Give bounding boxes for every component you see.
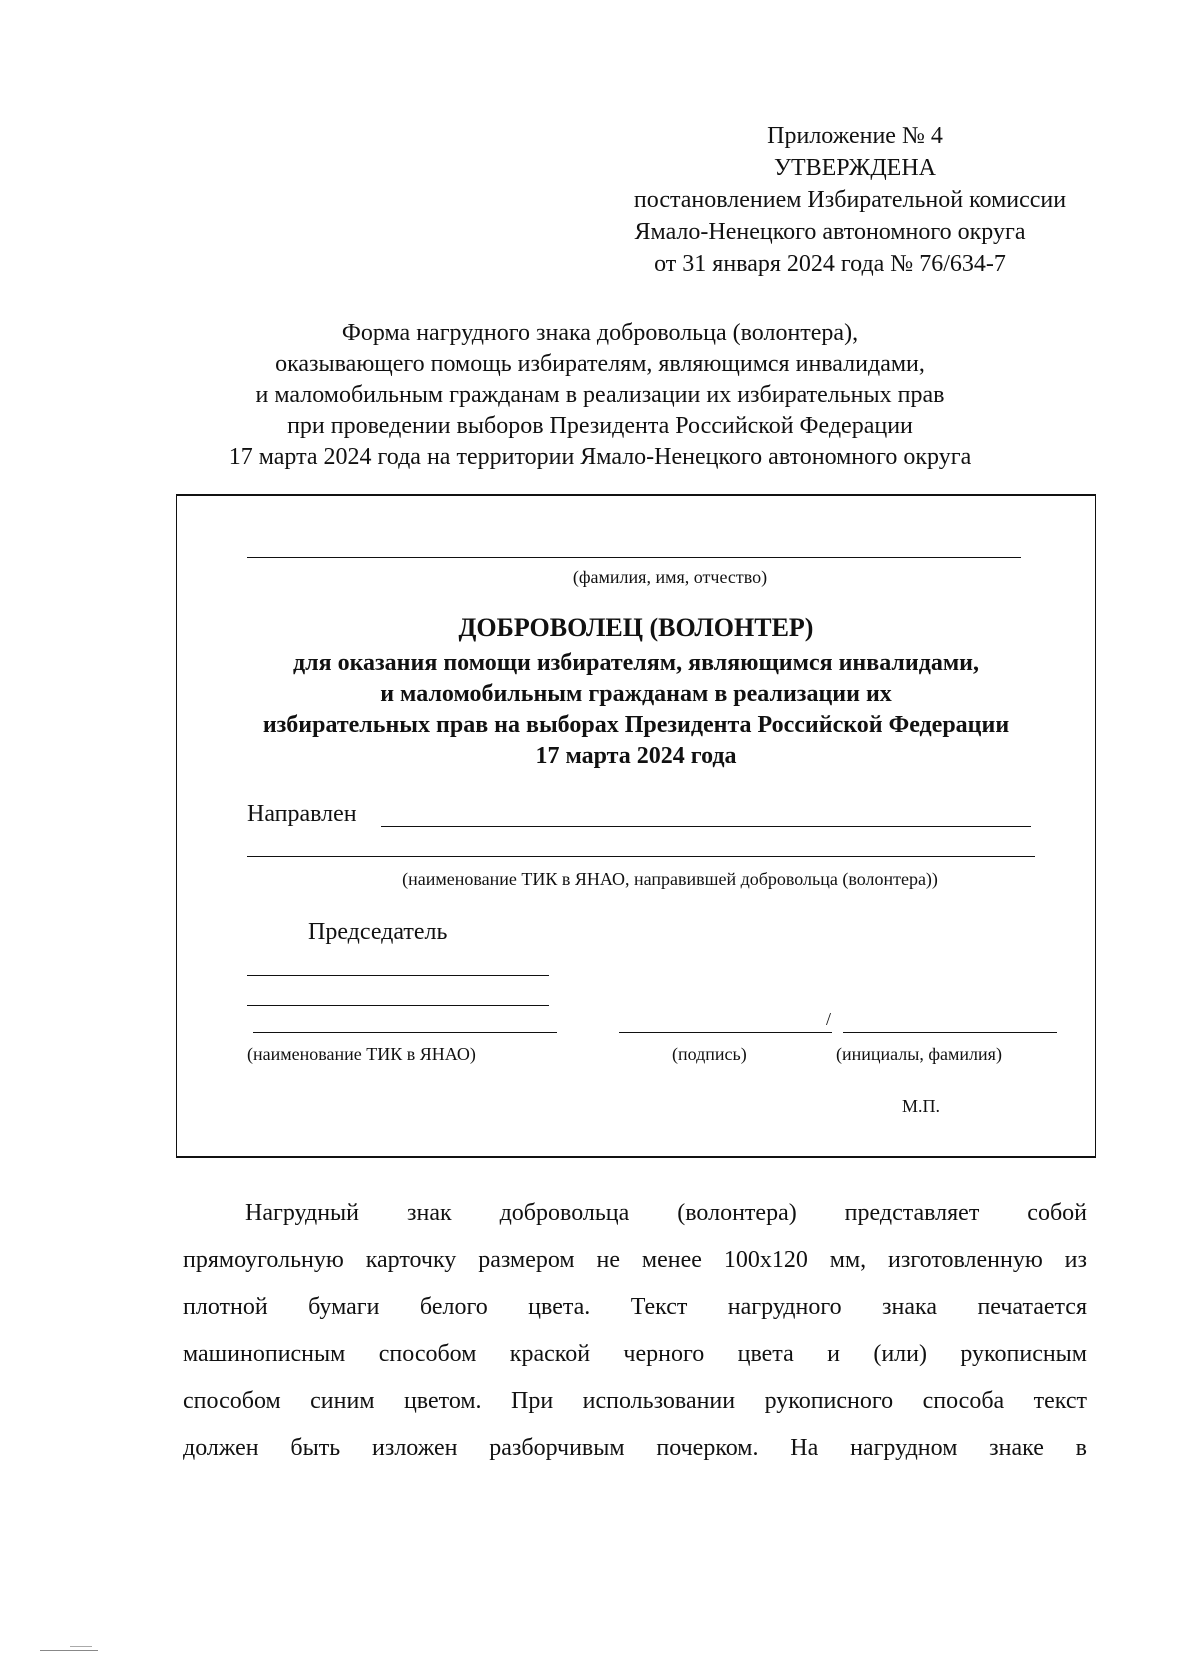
description-paragraph <box>183 1190 1087 1472</box>
appendix-number: Приложение № 4 <box>767 123 943 149</box>
sent-underline <box>381 826 1031 827</box>
paragraph-line: способом синим цветом. При использовании рукописного способа текст <box>183 1388 1087 1414</box>
tik-name-caption: (наименование ТИК в ЯНАО) <box>247 1044 476 1064</box>
paragraph-line: должен быть изложен разборчивым почерком. На нагрудном знаке в <box>183 1435 1087 1461</box>
initials-line <box>843 1032 1057 1033</box>
approved-region: Ямало-Ненецкого автономного округа <box>634 219 1026 245</box>
badge-subheading: для оказания помощи избирателям, являющимся инвалидами, <box>292 650 980 676</box>
form-title-line: 17 марта 2024 года на территории Ямало-Ненецкого автономного округа <box>228 444 972 470</box>
fio-caption: (фамилия, имя, отчество) <box>572 567 768 587</box>
tik-name-line-1 <box>247 975 549 976</box>
badge-subheading: и маломобильным гражданам в реализации их <box>380 681 892 707</box>
chairman-label: Председатель <box>308 919 448 945</box>
badge-subheading: 17 марта 2024 года <box>535 743 737 769</box>
sent-label: Направлен <box>247 801 357 827</box>
scan-artifact-line <box>40 1650 98 1651</box>
scan-artifact-line <box>70 1646 92 1647</box>
form-title-line: при проведении выборов Президента Российской Федерации <box>287 413 913 439</box>
appendix-block <box>560 120 1100 280</box>
tik-caption: (наименование ТИК в ЯНАО, направившей добровольца (волонтера)) <box>402 869 938 889</box>
slash-separator: / <box>826 1009 832 1029</box>
form-title-line: и маломобильным гражданам в реализации их избирательных прав <box>255 382 945 408</box>
form-title-line: Форма нагрудного знака добровольца (волонтера), <box>341 320 859 346</box>
form-title-line: оказывающего помощь избирателям, являющимся инвалидами, <box>275 351 925 377</box>
paragraph-line: плотной бумаги белого цвета. Текст нагрудного знака печатается <box>183 1294 1087 1320</box>
approved-label: УТВЕРЖДЕНА <box>773 155 937 181</box>
form-title <box>150 318 1050 473</box>
signature-caption: (подпись) <box>672 1044 747 1064</box>
initials-caption: (инициалы, фамилия) <box>836 1044 1002 1064</box>
paragraph-line: прямоугольную карточку размером не менее 100x120 мм, изготовленную из <box>183 1247 1087 1273</box>
sent-underline-2 <box>247 856 1035 857</box>
badge-heading: ДОБРОВОЛЕЦ (ВОЛОНТЕР) <box>458 613 814 642</box>
signature-line <box>619 1032 832 1033</box>
approved-date: от 31 января 2024 года № 76/634-7 <box>654 251 1006 277</box>
badge-subheading: избирательных прав на выборах Президента Российской Федерации <box>262 712 1010 738</box>
tik-name-line-2 <box>247 1005 549 1006</box>
stamp-label: М.П. <box>902 1096 941 1116</box>
tik-name-line-3 <box>253 1032 557 1033</box>
approved-by: постановлением Избирательной комиссии <box>633 187 1067 213</box>
fio-underline <box>247 557 1021 558</box>
paragraph-line: машинописным способом краской черного цвета и (или) рукописным <box>183 1341 1087 1367</box>
paragraph-line: Нагрудный знак добровольца (волонтера) представляет собой <box>245 1200 1087 1226</box>
